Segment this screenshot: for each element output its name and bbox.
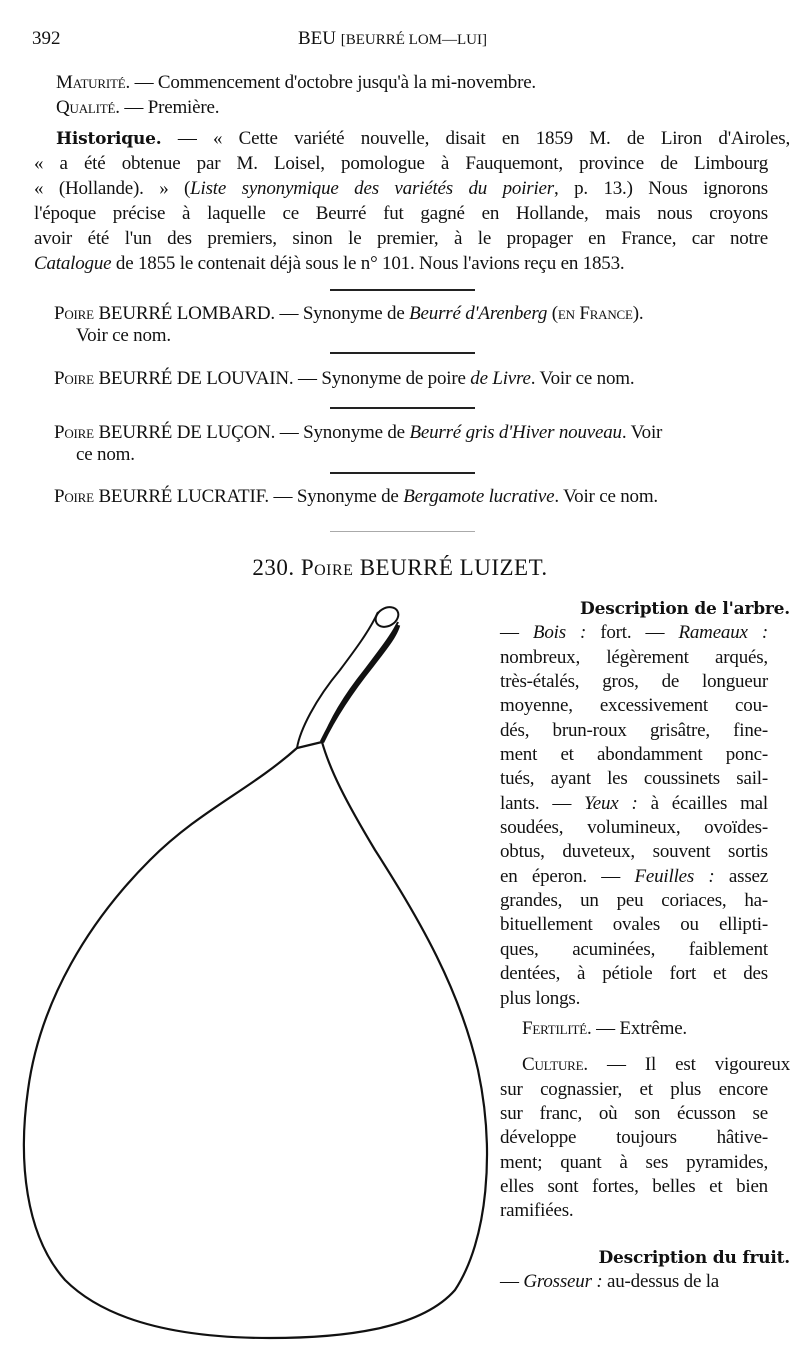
small-caps-label: en France [557, 303, 633, 324]
running-title: BEU [298, 28, 336, 49]
text: — [500, 622, 533, 644]
text: moyenne, excessivement cou- [500, 695, 768, 717]
text: ce nom. [76, 444, 135, 465]
text: dentées, à pétiole fort et des [500, 963, 768, 985]
italic-text: Bois : [532, 622, 587, 644]
text: « a été obtenue par M. Loisel, pomologue à Fauquemont, province de Limbourg [34, 153, 768, 174]
text: ( [547, 303, 558, 324]
text-line [500, 1017, 790, 1041]
italic-text: de Livre [470, 368, 531, 389]
italic-text: Feuilles : [634, 865, 715, 887]
text: ment; quant à ses pyramides, [500, 1151, 768, 1173]
text-line [500, 670, 768, 694]
text-line [500, 1199, 768, 1223]
entry-number: 230. [252, 555, 295, 580]
italic-text: Rameaux : [678, 622, 768, 644]
text: en éperon. — [500, 865, 635, 887]
text: BEURRÉ LUCRATIF. — Synonyme de [93, 486, 404, 507]
text: « (Hollande). » ( [34, 178, 191, 199]
text: fort. — [586, 622, 679, 644]
text: BEURRÉ DE LUÇON. — Synonyme de [93, 422, 410, 443]
text: ramifiées. [500, 1200, 574, 1222]
text: développe toujours hâtive- [500, 1127, 768, 1149]
text: nombreux, légèrement arqués, [500, 646, 768, 668]
text: elles sont fortes, belles et bien [500, 1175, 768, 1197]
italic-text: Liste synonymique des variétés du poirier [190, 178, 554, 199]
text: obtus, duveteux, souvent sortis [500, 841, 768, 863]
text: . Voir ce nom. [530, 368, 635, 389]
italic-text: Bergamote lucrative [403, 486, 555, 507]
text: — Il est vigoureux [587, 1054, 790, 1076]
text-line [500, 1126, 768, 1150]
page-number: 392 [32, 28, 61, 49]
text-line [500, 719, 768, 743]
text: dés, brun-roux grisâtre, fine- [500, 719, 768, 741]
text: — Première. [119, 97, 220, 118]
text-line [500, 1175, 768, 1199]
text: très-étalés, gros, de longueur [500, 671, 768, 693]
text: sur cognassier, et plus encore [500, 1078, 768, 1100]
small-caps-label: Poire [54, 486, 94, 507]
small-caps-label: Culture. [522, 1054, 588, 1076]
text: soudées, volumineux, ovoïdes- [500, 817, 768, 839]
right-column-paragraph [500, 1246, 790, 1295]
small-caps-label: Maturité. [56, 72, 131, 93]
text-line [500, 865, 768, 889]
text-line [500, 1053, 790, 1077]
text-line [500, 913, 768, 937]
section-heading: Description de l'arbre. [580, 599, 790, 619]
text: — [500, 1270, 524, 1292]
text: BEURRÉ LOMBARD. — Synonyme de [93, 303, 410, 324]
text-line [500, 792, 768, 816]
text-line [500, 621, 768, 645]
small-caps-label: Poire [54, 368, 94, 389]
text: avoir été l'un des premiers, sinon le premier, à le propager en France, car notre [34, 228, 768, 249]
text-line [500, 1151, 768, 1175]
text: tués, ayant les coussinets sail- [500, 768, 768, 790]
text: — « Cette variété nouvelle, disait en 1859 M. de Liron d'Airoles, [161, 128, 790, 149]
running-subtitle: [BEURRÉ LOM—LUI] [340, 32, 487, 48]
italic-text: Catalogue [34, 253, 112, 274]
pear-outline [24, 742, 487, 1338]
text-line [500, 1246, 790, 1270]
small-caps-label: Fertilité. [522, 1017, 592, 1039]
text-line [500, 1270, 768, 1294]
text-line [500, 816, 768, 840]
text-line [500, 743, 768, 767]
text: ment et abondamment ponc- [500, 744, 768, 766]
text: — Extrême. [591, 1017, 687, 1039]
small-caps-label: Poire [54, 422, 94, 443]
text-line [500, 767, 768, 791]
text: assez [714, 865, 769, 887]
text: lants. — [500, 792, 585, 814]
small-caps-label: Qualité. [56, 97, 120, 118]
text-line [500, 1102, 768, 1126]
text: Voir ce nom. [76, 325, 171, 346]
text-line [500, 840, 768, 864]
text: bituellement ovales ou ellipti- [500, 914, 768, 936]
right-column-paragraph [500, 1017, 790, 1041]
text-line [500, 889, 768, 913]
text: plus longs. [500, 987, 581, 1009]
text-line [500, 962, 768, 986]
text: . Voir ce nom. [554, 486, 658, 507]
text-line [500, 646, 768, 670]
text: au-dessus de la [602, 1270, 720, 1292]
italic-text: Beurré d'Arenberg [409, 303, 548, 324]
text-line [500, 1078, 768, 1102]
pear-stem [297, 612, 398, 748]
text: ). [632, 303, 644, 324]
text: l'époque précise à laquelle ce Beurré fut gagné en Hollande, mais nous croyons [34, 203, 768, 224]
text: de 1855 le contenait déjà sous le n° 101. Nous l'avions reçu en 1853. [111, 253, 625, 274]
text-line [500, 938, 768, 962]
entry-prefix: Poire [300, 555, 354, 580]
right-column-paragraph [500, 597, 790, 1011]
text: . Voir [621, 422, 663, 443]
text: , p. 13.) Nous ignorons [554, 178, 768, 199]
section-heading: Historique. [56, 129, 162, 149]
text-line [500, 694, 768, 718]
italic-text: Yeux : [584, 792, 638, 814]
section-heading: Description du fruit. [598, 1247, 790, 1268]
text: sur franc, où son écusson se [500, 1102, 768, 1124]
text-line [500, 987, 768, 1011]
text: à écailles mal [637, 792, 768, 814]
italic-text: Grosseur : [523, 1270, 603, 1292]
small-caps-label: Poire [54, 303, 94, 324]
text: — Commencement d'octobre jusqu'à la mi-novembre. [130, 72, 536, 93]
text: grandes, un peu coriaces, ha- [500, 890, 768, 912]
text: ques, acuminées, faiblement [500, 938, 768, 960]
right-column-paragraph [500, 1053, 790, 1223]
italic-text: Beurré gris d'Hiver nouveau [409, 422, 622, 443]
text: BEURRÉ DE LOUVAIN. — Synonyme de poire [93, 368, 471, 389]
right-column [500, 597, 790, 1294]
text-line [500, 597, 790, 621]
entry-name: BEURRÉ LUIZET. [359, 555, 548, 580]
